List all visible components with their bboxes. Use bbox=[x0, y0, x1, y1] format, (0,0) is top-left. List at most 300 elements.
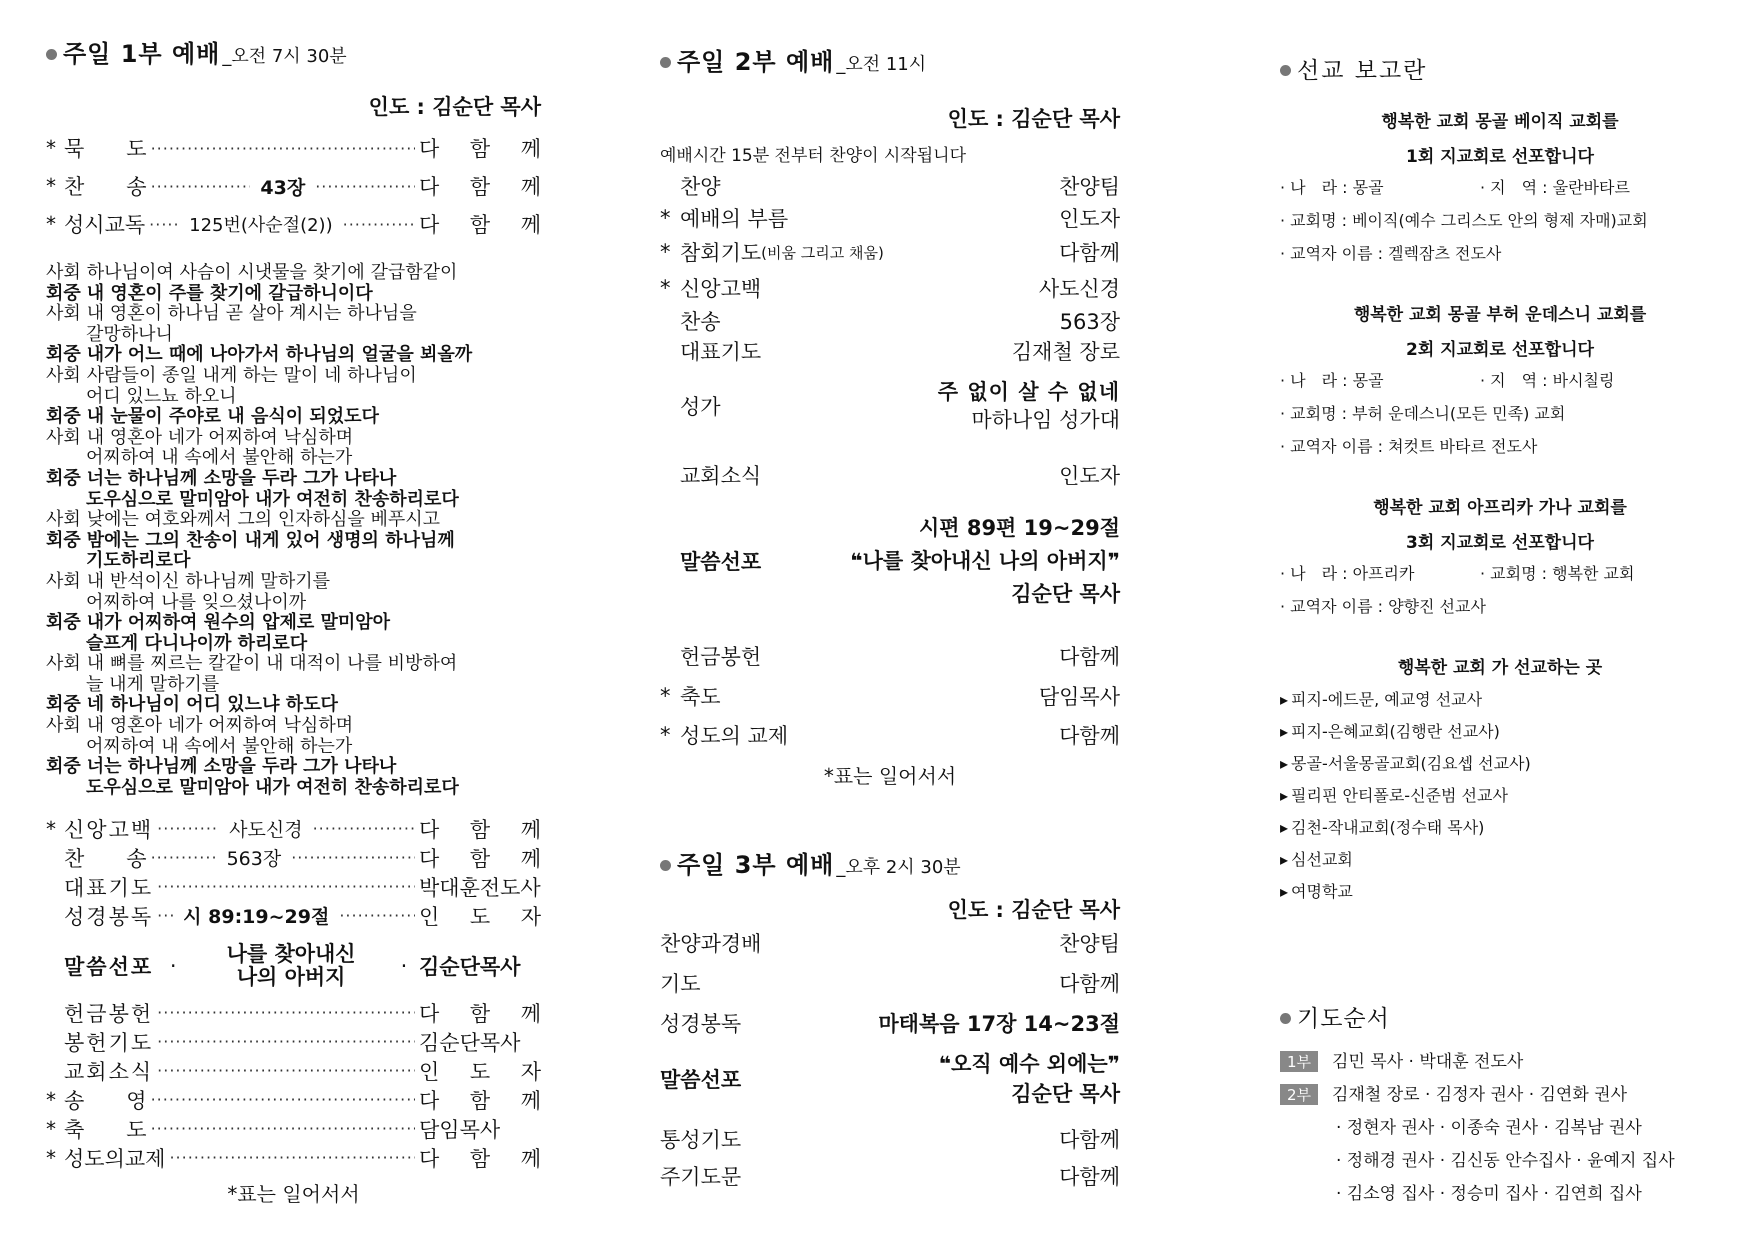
arrow-right-icon: ▸ bbox=[1280, 754, 1289, 773]
reading-text: 내가 어느 때에 나아가서 하나님의 얼굴을 뵈올까 bbox=[86, 344, 473, 366]
reading-line bbox=[46, 572, 541, 593]
order-row bbox=[660, 676, 1120, 716]
order-row bbox=[46, 814, 541, 843]
reading-text: 내 영혼이 주를 찾기에 갈급하니이다 bbox=[86, 282, 373, 304]
dot-leader bbox=[151, 848, 217, 867]
order-value: 다함께 bbox=[1059, 241, 1120, 265]
mission-place-item bbox=[1280, 716, 1720, 748]
reading-line bbox=[46, 613, 541, 634]
standing-note: *표는 일어서서 bbox=[227, 1182, 360, 1207]
service-1-top-order bbox=[46, 129, 541, 243]
reading-speaker: 회중 bbox=[46, 344, 81, 366]
order-label: 교회소식 bbox=[64, 1059, 154, 1084]
service-3-time: _오후 2시 30분 bbox=[836, 857, 961, 878]
mission-info-line bbox=[1280, 368, 1720, 391]
order-value: 담임목사 bbox=[1038, 685, 1120, 709]
mission-info-item: · 교회명 : 베이직(예수 그리스도 안의 형제 자매)교회 bbox=[1280, 211, 1648, 230]
reading-text: 너는 하나님께 소망을 두라 그가 나타나 bbox=[86, 467, 397, 489]
order-value: 다함께 bbox=[1059, 1165, 1120, 1189]
order-value: 찬양팀 bbox=[1059, 175, 1120, 199]
order-label: 성시교독 bbox=[64, 213, 146, 237]
prayer-names: · 정현자 권사 · 이종숙 권사 · 김복남 권사 bbox=[1336, 1118, 1642, 1138]
news-row bbox=[660, 452, 1120, 498]
dot-leader bbox=[315, 177, 415, 196]
service-1-leader: 인도 : 김순단 목사 bbox=[368, 95, 541, 119]
order-value: 다함께 bbox=[1059, 724, 1120, 748]
sermon-label: 말씀선포 bbox=[660, 1068, 742, 1092]
order-label: 대표기도 bbox=[64, 875, 154, 900]
order-value: 다 함 께 bbox=[419, 846, 541, 871]
dot-leader bbox=[343, 215, 415, 234]
dot-leader bbox=[157, 1003, 415, 1022]
reading-line bbox=[46, 428, 541, 449]
mission-places-title: 행복한 교회 가 선교하는 곳 bbox=[1397, 658, 1603, 678]
mission-place-text: 여명학교 bbox=[1291, 882, 1353, 901]
order-row bbox=[660, 924, 1120, 962]
order-row bbox=[46, 129, 541, 167]
reading-line bbox=[46, 469, 541, 490]
mission-place-item bbox=[1280, 876, 1720, 908]
star-mark: * bbox=[660, 723, 671, 747]
arrow-right-icon: ▸ bbox=[1280, 722, 1289, 741]
mission-place-text: 피지-은혜교회(김행란 선교사) bbox=[1291, 722, 1500, 741]
order-row bbox=[660, 270, 1120, 306]
dot-leader bbox=[151, 177, 251, 196]
mission-block bbox=[1280, 107, 1720, 264]
mission-info-item: · 지 역 : 울란바타르 bbox=[1480, 178, 1630, 197]
reading-text: 하나님이여 사슴이 시냇물을 찾기에 갈급함같이 bbox=[86, 262, 458, 283]
prayer-row-2 bbox=[1280, 1080, 1720, 1105]
order-row bbox=[46, 1085, 541, 1114]
dot-leader bbox=[339, 906, 415, 925]
bullet-icon bbox=[660, 57, 671, 68]
mission-place-item bbox=[1280, 748, 1720, 780]
reading-speaker: 회중 bbox=[46, 612, 81, 634]
mission-block-heading: 행복한 교회 몽골 부허 운데스니 교회를 bbox=[1353, 305, 1647, 325]
reading-speaker: 회중 bbox=[46, 756, 81, 778]
reading-line bbox=[46, 757, 541, 778]
dot-leader bbox=[291, 848, 415, 867]
reading-text: 낮에는 여호와께서 그의 인자하심을 베푸시고 bbox=[86, 509, 441, 531]
order-value: 인도자 bbox=[1059, 207, 1120, 231]
reading-text: 내 영혼아 네가 어찌하여 낙심하며 bbox=[86, 715, 354, 737]
reading-speaker: 회중 bbox=[46, 282, 81, 304]
order-left bbox=[660, 720, 788, 750]
order-left bbox=[660, 641, 761, 671]
order-value: 다 함 께 bbox=[419, 213, 541, 237]
reading-text: 도우심으로 말미암아 내가 여전히 찬송하리로다 bbox=[86, 776, 459, 798]
reading-text: 내 뼈를 찌르는 칼같이 내 대적이 나를 비방하여 bbox=[86, 653, 458, 675]
order-row bbox=[46, 1114, 541, 1143]
choir-detail bbox=[938, 378, 1120, 434]
order-label: 묵 도 bbox=[64, 137, 147, 161]
order-detail: 사도신경 bbox=[229, 819, 303, 842]
reading-speaker: 회중 bbox=[46, 694, 81, 716]
arrow-right-icon: ▸ bbox=[1280, 818, 1289, 837]
dot-leader bbox=[157, 877, 415, 896]
reading-speaker: 회중 bbox=[46, 406, 81, 428]
reading-line bbox=[46, 448, 541, 469]
order-row bbox=[46, 167, 541, 205]
mission-info-item: · 교회명 : 행복한 교회 bbox=[1480, 564, 1635, 583]
reading-speaker: 사회 bbox=[46, 715, 81, 737]
order-value: 다함께 bbox=[1059, 972, 1120, 996]
service-1-column bbox=[46, 0, 541, 1207]
service-1-sermon-row: 말씀선포 · 나를 찾아내신 나의 아버지 · 김순단목사 bbox=[46, 940, 541, 992]
service-2-order bbox=[660, 170, 1120, 366]
reading-line bbox=[46, 387, 541, 408]
service-2-order-end bbox=[660, 636, 1120, 754]
mission-info-item: · 교회명 : 부허 운데스니(모든 민족) 교회 bbox=[1280, 404, 1566, 423]
reading-speaker: 사회 bbox=[46, 570, 81, 592]
reading-text: 밤에는 그의 찬송이 내게 있어 생명의 하나님께 bbox=[86, 529, 455, 551]
star-mark: * bbox=[46, 1087, 56, 1112]
order-label: 예배의 부름 bbox=[680, 207, 789, 231]
mission-place-text: 김천-작내교회(정수태 목사) bbox=[1291, 818, 1485, 837]
reading-speaker: 회중 bbox=[46, 467, 81, 489]
reading-line bbox=[46, 695, 541, 716]
reading-line bbox=[46, 345, 541, 366]
order-left bbox=[660, 273, 761, 303]
sermon-title bbox=[193, 943, 389, 989]
reading-text: 내 눈물이 주야로 내 음식이 되었도다 bbox=[86, 406, 379, 428]
mission-place-item bbox=[1280, 684, 1720, 716]
reading-text: 어찌하여 내 속에서 불안해 하는가 bbox=[86, 735, 353, 757]
reading-speaker: 사회 bbox=[46, 364, 81, 386]
prayer-names: 김재철 장로 · 김정자 권사 · 김연화 권사 bbox=[1332, 1085, 1628, 1105]
reading-speaker: 사회 bbox=[46, 262, 81, 283]
order-label: 헌금봉헌 bbox=[680, 645, 762, 669]
order-value: 인 도 자 bbox=[419, 904, 541, 929]
star-mark: * bbox=[660, 276, 671, 300]
bullet-icon bbox=[1280, 65, 1291, 76]
mission-block bbox=[1280, 493, 1720, 617]
service-1-time: _오전 7시 30분 bbox=[222, 46, 347, 67]
reading-speaker: 회중 bbox=[46, 529, 81, 551]
order-row bbox=[46, 1056, 541, 1085]
order-row bbox=[660, 234, 1120, 270]
order-label: 축 도 bbox=[64, 1117, 147, 1142]
service-tag: 2부 bbox=[1280, 1084, 1318, 1105]
arrow-right-icon: ▸ bbox=[1280, 786, 1289, 805]
dot-leader bbox=[151, 139, 415, 158]
order-value: 김순단목사 bbox=[419, 1030, 521, 1055]
bullet-icon bbox=[1280, 1013, 1291, 1024]
dot-leader bbox=[169, 1148, 415, 1167]
reading-speaker: 사회 bbox=[46, 303, 81, 325]
standing-note: *표는 일어서서 bbox=[823, 764, 957, 788]
order-label: 참회기도 bbox=[680, 241, 762, 265]
order-value: 다 함 께 bbox=[419, 817, 541, 842]
reading-line bbox=[46, 778, 541, 799]
mission-place-text: 몽골-서울몽골교회(김요셉 선교사) bbox=[1291, 754, 1531, 773]
sermon-detail bbox=[850, 512, 1120, 611]
order-left bbox=[660, 336, 761, 366]
star-mark: * bbox=[46, 174, 56, 198]
mission-info-line bbox=[1280, 241, 1720, 264]
order-row bbox=[46, 1143, 541, 1172]
service-2-sermon-row bbox=[660, 506, 1120, 616]
star-mark: * bbox=[660, 684, 671, 708]
order-row bbox=[660, 636, 1120, 676]
service-2-notice: 예배시간 15분 전부터 찬양이 시작됩니다 bbox=[660, 146, 966, 166]
order-row bbox=[46, 901, 541, 930]
reading-line bbox=[46, 325, 541, 346]
sermon-detail bbox=[939, 1049, 1120, 1109]
mission-info-item: · 지 역 : 바시칠링 bbox=[1480, 371, 1615, 390]
mission-info-item: · 교역자 이름 : 쳐컷트 바타르 전도사 bbox=[1280, 437, 1538, 456]
reading-line bbox=[46, 593, 541, 614]
order-value: 다 함 께 bbox=[419, 1088, 541, 1113]
dot-leader bbox=[157, 1032, 415, 1051]
mission-info-item: · 교역자 이름 : 겔렉잠츠 전도사 bbox=[1280, 244, 1502, 263]
order-value: 찬양팀 bbox=[1059, 932, 1120, 956]
order-label: 축도 bbox=[680, 685, 721, 709]
star-mark: * bbox=[46, 1116, 56, 1141]
order-row bbox=[660, 716, 1120, 754]
order-row bbox=[46, 998, 541, 1027]
order-label: 성도의교제 bbox=[64, 1146, 166, 1171]
mission-title: 선교 보고란 bbox=[1297, 58, 1428, 84]
arrow-right-icon: ▸ bbox=[1280, 850, 1289, 869]
reading-line bbox=[46, 675, 541, 696]
reading-line bbox=[46, 490, 541, 511]
order-label: 주기도문 bbox=[660, 1165, 742, 1189]
star-mark: * bbox=[660, 206, 671, 230]
service-3-title: 주일 3부 예배 bbox=[677, 851, 835, 879]
reading-text: 어찌하여 나를 잊으셨나이까 bbox=[86, 591, 307, 613]
mission-block-subheading: 2회 지교회로 선포합니다 bbox=[1406, 340, 1594, 360]
bullet-icon bbox=[660, 860, 671, 871]
reading-line bbox=[46, 737, 541, 758]
reading-text: 어찌하여 내 속에서 불안해 하는가 bbox=[86, 447, 353, 469]
dot-leader bbox=[157, 906, 173, 925]
order-row bbox=[46, 205, 541, 243]
reading-line bbox=[46, 634, 541, 655]
order-value: 사도신경 bbox=[1038, 277, 1120, 301]
sermon-title: ❝오직 예수 외에는❞ bbox=[938, 1052, 1120, 1076]
service-2-leader: 인도 : 김순단 목사 bbox=[947, 107, 1120, 131]
order-value: 다 함 께 bbox=[419, 137, 541, 161]
mission-info-item: · 나 라 : 몽골 bbox=[1280, 178, 1384, 197]
reading-line bbox=[46, 531, 541, 552]
news-label: 교회소식 bbox=[680, 464, 762, 488]
mission-info-line bbox=[1280, 208, 1720, 231]
dot-leader bbox=[149, 215, 179, 234]
mission-info-line bbox=[1280, 401, 1720, 424]
sermon-title: ❝나를 찾아내신 나의 아버지❞ bbox=[850, 548, 1120, 573]
reading-line bbox=[46, 510, 541, 531]
mission-info-line bbox=[1280, 561, 1720, 584]
mission-column bbox=[1280, 0, 1720, 1204]
order-left bbox=[660, 306, 721, 336]
mission-place-text: 필리핀 안티폴로-신준범 선교사 bbox=[1291, 786, 1508, 805]
scripture-value: 마태복음 17장 14~23절 bbox=[878, 1012, 1120, 1036]
mission-info-item: · 나 라 : 몽골 bbox=[1280, 371, 1384, 390]
dot-leader bbox=[157, 819, 219, 838]
order-value: 박대훈전도사 bbox=[419, 875, 541, 900]
reading-line bbox=[46, 654, 541, 675]
mission-block-heading: 행복한 교회 아프리카 가나 교회를 bbox=[1373, 498, 1627, 518]
service-2-heading bbox=[660, 42, 1120, 77]
sermon-preacher: 김순단 목사 bbox=[1011, 581, 1120, 606]
responsive-reading bbox=[46, 263, 541, 798]
bullet-icon bbox=[46, 49, 57, 60]
reading-line bbox=[46, 366, 541, 387]
service-1-order-a bbox=[46, 814, 541, 930]
order-label: 성경봉독 bbox=[64, 904, 154, 929]
order-label: 찬 송 bbox=[64, 846, 147, 871]
star-mark: * bbox=[46, 212, 56, 236]
reading-speaker: 사회 bbox=[46, 509, 81, 531]
sermon-preacher: 김순단목사 bbox=[419, 955, 521, 980]
service-tag: 1부 bbox=[1280, 1051, 1318, 1072]
order-detail: 시 89:19~29절 bbox=[183, 906, 330, 929]
reading-text: 사람들이 종일 내게 하는 말이 네 하나님이 bbox=[86, 364, 417, 386]
reading-text: 네 하나님이 어디 있느냐 하도다 bbox=[86, 694, 338, 716]
dot-leader bbox=[157, 1061, 415, 1080]
mission-place-text: 피지-에드문, 예교영 선교사 bbox=[1291, 690, 1483, 709]
mission-blocks bbox=[1280, 107, 1720, 617]
order-value: 담임목사 bbox=[419, 1117, 501, 1142]
reading-line bbox=[46, 304, 541, 325]
anthem-title: 주 없이 살 수 없네 bbox=[937, 380, 1120, 404]
order-detail: 43장 bbox=[260, 176, 306, 199]
mission-info-item: · 교역자 이름 : 양향진 선교사 bbox=[1280, 597, 1486, 616]
mission-place-item bbox=[1280, 844, 1720, 876]
order-value: 김재철 장로 bbox=[1011, 340, 1120, 364]
mission-info-line bbox=[1280, 594, 1720, 617]
order-value: 563장 bbox=[1059, 310, 1120, 334]
prayer-title: 기도순서 bbox=[1297, 1006, 1390, 1032]
sermon-label: 말씀선포 bbox=[64, 955, 154, 980]
star-mark: * bbox=[660, 240, 671, 264]
mission-block-subheading: 3회 지교회로 선포합니다 bbox=[1406, 533, 1594, 553]
mission-info-line bbox=[1280, 434, 1720, 457]
prayer-heading bbox=[1280, 1000, 1720, 1033]
order-value: 다 함 께 bbox=[419, 175, 541, 199]
order-label: 성도의 교제 bbox=[680, 724, 789, 748]
order-row bbox=[46, 843, 541, 872]
service-3-leader: 인도 : 김순단 목사 bbox=[947, 898, 1120, 922]
dot-leader bbox=[151, 1090, 415, 1109]
star-mark: * bbox=[46, 136, 56, 160]
order-label: 찬송 bbox=[680, 310, 721, 334]
order-row bbox=[660, 170, 1120, 202]
reading-line bbox=[46, 284, 541, 305]
order-row bbox=[660, 336, 1120, 366]
sermon-title-line: 나의 아버지 bbox=[236, 965, 346, 990]
order-label: 통성기도 bbox=[660, 1128, 742, 1152]
service-3-heading bbox=[660, 845, 1120, 880]
order-row bbox=[660, 306, 1120, 336]
mission-place-item bbox=[1280, 812, 1720, 844]
arrow-right-icon: ▸ bbox=[1280, 690, 1289, 709]
order-row bbox=[660, 962, 1120, 1004]
service-1-heading bbox=[46, 34, 541, 69]
dot-leader bbox=[313, 819, 415, 838]
order-row bbox=[46, 872, 541, 901]
sermon-title-line: 나를 찾아내신 bbox=[226, 942, 356, 967]
choir-row bbox=[660, 366, 1120, 446]
order-value: 다함께 bbox=[1059, 645, 1120, 669]
mission-place-item bbox=[1280, 780, 1720, 812]
order-label: 신앙고백 bbox=[680, 277, 762, 301]
choir-name: 마하나임 성가대 bbox=[971, 408, 1120, 432]
order-value: 다 함 께 bbox=[419, 1001, 541, 1026]
reading-line bbox=[46, 551, 541, 572]
arrow-right-icon: ▸ bbox=[1280, 882, 1289, 901]
sermon-preacher: 김순단 목사 bbox=[1011, 1082, 1120, 1106]
reading-text: 너는 하나님께 소망을 두라 그가 나타나 bbox=[86, 756, 397, 778]
prayer-row-1 bbox=[1280, 1047, 1720, 1072]
mission-block-heading: 행복한 교회 몽골 베이직 교회를 bbox=[1381, 112, 1619, 132]
mission-block-subheading: 1회 지교회로 선포합니다 bbox=[1406, 147, 1594, 167]
service-2-time: _오전 11시 bbox=[836, 54, 927, 75]
prayer-names: 김민 목사 · 박대훈 전도사 bbox=[1332, 1052, 1524, 1072]
reading-text: 도우심으로 말미암아 내가 여전히 찬송하리로다 bbox=[86, 488, 459, 510]
order-left bbox=[660, 237, 884, 267]
order-label: 봉헌기도 bbox=[64, 1030, 154, 1055]
reading-line bbox=[46, 263, 541, 284]
order-label: 송 영 bbox=[64, 1088, 147, 1113]
sermon-scripture: 시편 89편 19~29절 bbox=[918, 515, 1120, 540]
mission-block bbox=[1280, 300, 1720, 457]
order-left bbox=[660, 203, 788, 233]
order-label: 성경봉독 bbox=[660, 1012, 742, 1036]
order-row bbox=[660, 1004, 1120, 1042]
order-left bbox=[660, 681, 721, 711]
service-2-column bbox=[660, 0, 1120, 1194]
reading-line bbox=[46, 716, 541, 737]
sermon-label: 말씀선포 bbox=[680, 550, 762, 574]
reading-text: 늘 내게 말하기를 bbox=[86, 673, 220, 695]
order-label: 찬양 bbox=[680, 175, 721, 199]
prayer-names: · 정해경 권사 · 김신동 안수집사 · 윤예지 집사 bbox=[1336, 1151, 1675, 1171]
star-mark: * bbox=[46, 1145, 56, 1170]
news-value: 인도자 bbox=[1059, 464, 1120, 488]
reading-text: 슬프게 다니나이까 하리로다 bbox=[86, 632, 308, 654]
mission-places-list bbox=[1280, 684, 1720, 908]
reading-text: 기도하리로다 bbox=[86, 550, 191, 572]
service-1-title: 주일 1부 예배 bbox=[63, 40, 221, 68]
order-sublabel: (비움 그리고 채움) bbox=[761, 243, 884, 262]
choir-label: 성가 bbox=[680, 395, 721, 419]
order-row bbox=[46, 1027, 541, 1056]
reading-speaker: 사회 bbox=[46, 426, 81, 448]
star-mark: * bbox=[46, 816, 56, 841]
order-label: 찬 송 bbox=[64, 175, 147, 199]
order-left bbox=[660, 171, 721, 201]
mission-heading bbox=[1280, 52, 1720, 85]
order-row bbox=[660, 1120, 1120, 1158]
order-label: 헌금봉헌 bbox=[64, 1001, 154, 1026]
mission-info-line bbox=[1280, 175, 1720, 198]
reading-speaker: 사회 bbox=[46, 653, 81, 675]
reading-text: 내 영혼아 네가 어찌하여 낙심하며 bbox=[86, 426, 354, 448]
order-label: 찬양과경배 bbox=[660, 932, 762, 956]
service-2-title: 주일 2부 예배 bbox=[677, 48, 835, 76]
mission-info-item: · 나 라 : 아프리카 bbox=[1280, 564, 1415, 583]
prayer-names: · 김소영 집사 · 정승미 집사 · 김연희 집사 bbox=[1336, 1184, 1642, 1204]
service-3-sermon-row bbox=[660, 1042, 1120, 1116]
reading-line bbox=[46, 407, 541, 428]
order-detail: 563장 bbox=[226, 848, 282, 871]
order-row bbox=[660, 202, 1120, 234]
order-value: 다 함 께 bbox=[419, 1146, 541, 1171]
order-value: 다함께 bbox=[1059, 1128, 1120, 1152]
order-label: 기도 bbox=[660, 972, 701, 996]
